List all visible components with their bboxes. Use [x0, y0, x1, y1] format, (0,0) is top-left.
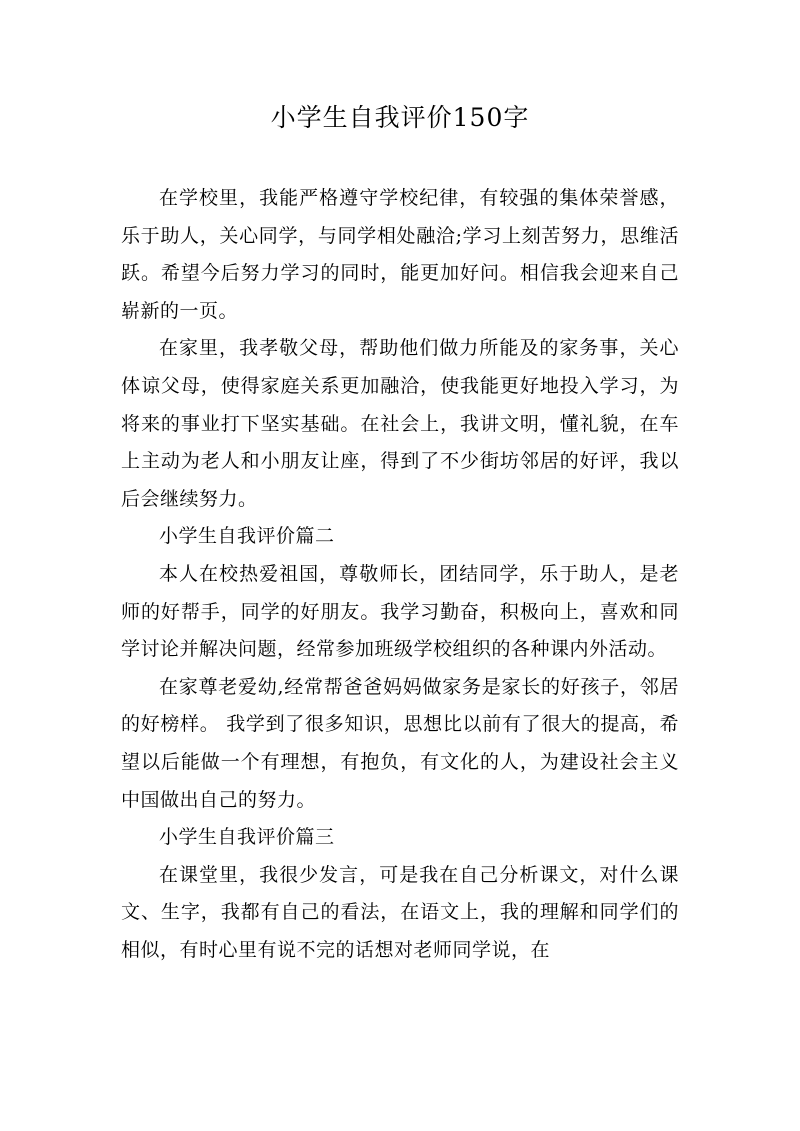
- paragraph-part-two-home: 在家尊老爱幼,经常帮爸爸妈妈做家务是家长的好孩子，邻居的好榜样。 我学到了很多知识，思想比以前有了很大的提高，希望以后能做一个有理想，有抱负，有文化的人，为建设社会主义中国做出自己的努力。: [121, 675, 679, 811]
- paragraph-home: 在家里，我孝敬父母，帮助他们做力所能及的家务事，关心体谅父母，使得家庭关系更加融洽，使我能更好地投入学习，为将来的事业打下坚实基础。在社会上，我讲文明，懂礼貌，在车上主动为老人和小朋友让座，得到了不少街坊邻居的好评，我以后会继续努力。: [121, 337, 679, 510]
- paragraph-part-three-class: 在课堂里，我很少发言，可是我在自己分析课文，对什么课文、生字，我都有自己的看法，在语文上，我的理解和同学们的相似，有时心里有说不完的话想对老师同学说，在: [121, 863, 679, 961]
- section-heading-part-three: 小学生自我评价篇三: [159, 826, 335, 849]
- paragraph-school: 在学校里，我能严格遵守学校纪律，有较强的集体荣誉感，乐于助人，关心同学，与同学相处融洽;学习上刻苦努力，思维活跃。希望今后努力学习的同时，能更加好问。相信我会迎来自己崭新的一页。: [121, 187, 679, 322]
- section-heading-part-two: 小学生自我评价篇二: [159, 525, 335, 548]
- document-title: 小学生自我评价150字: [270, 103, 530, 132]
- document-body: [121, 180, 679, 969]
- paragraph-part-two-school: 本人在校热爱祖国，尊敬师长，团结同学，乐于助人，是老师的好帮手，同学的好朋友。我学习勤奋，积极向上，喜欢和同学讨论并解决问题，经常参加班级学校组织的各种课内外活动。: [121, 562, 679, 661]
